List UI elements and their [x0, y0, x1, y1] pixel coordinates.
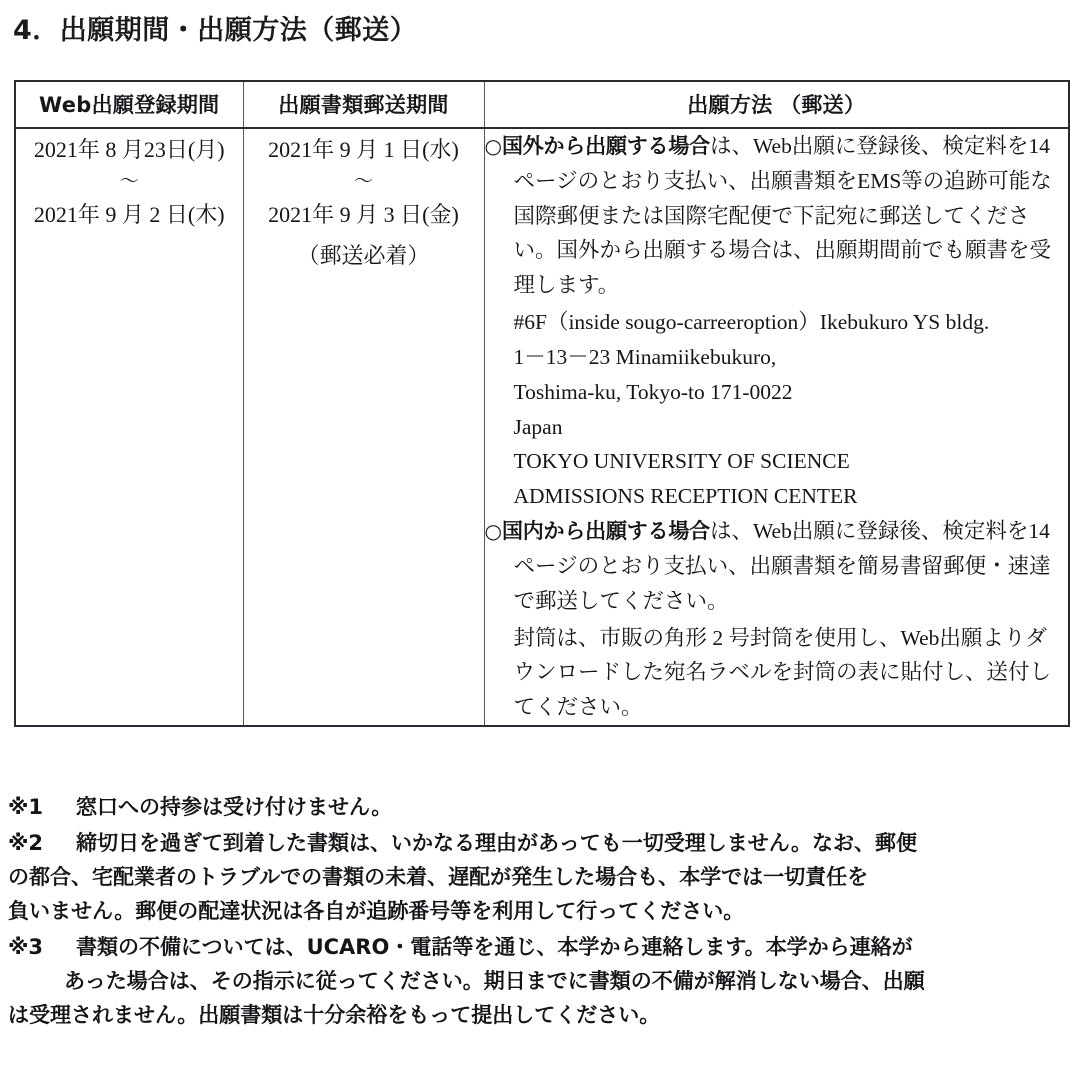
cell-web-registration-period — [15, 128, 243, 726]
footnote-3-line-3: は受理されません。出願書類は十分余裕をもって提出してください。 — [8, 1003, 661, 1028]
table-row — [15, 128, 1069, 726]
footnote-3-marker: ※3 — [8, 935, 44, 960]
web-period-end: 2021年 9 月 2 日(木) — [33, 201, 225, 227]
domestic-paragraph-rest: は、Web出願に登録後、検定料を14ページのとおり支払い、出願書類を簡易書留郵便・速達で郵送してください。 — [513, 519, 1051, 613]
footnote-1 — [8, 790, 1074, 824]
footnote-3-line-1-text: 書類の不備については、UCARO・電話等を通じ、本学から連絡します。本学から連絡が — [76, 935, 913, 960]
overseas-bold-lead: 国外から出願する場合 — [501, 134, 710, 158]
domestic-bold-lead: 国内から出願する場合 — [501, 519, 710, 544]
column-header-application-method-label: 出願方法 （郵送） — [687, 93, 866, 117]
footnote-2 — [8, 826, 1074, 928]
web-period-separator: 〜 — [119, 170, 139, 192]
application-schedule-table — [14, 80, 1070, 727]
overseas-paragraph-rest: は、Web出願に登録後、検定料を14ページのとおり支払い、出願書類をEMS等の追跡可能な国際郵便または国際宅配便で下記宛に郵送してください。国外から出願する場合は、出願期間前でも願書を受理します。 — [513, 134, 1052, 298]
address-line: ADMISSIONS RECEPTION CENTER — [513, 484, 858, 509]
footnote-1-line: 窓口への持参は受け付けません。 — [76, 795, 393, 819]
footnote-2-line-2: の都合、宅配業者のトラブルでの書類の未着、遅配が発生した場合も、本学では一切責任を — [8, 865, 869, 890]
footnote-2-line-1 — [8, 826, 1074, 860]
column-header-document-mailing-period-label: 出願書類郵送期間 — [278, 93, 449, 117]
footnote-3-lines — [8, 930, 1074, 1032]
footnote-3-line-1 — [8, 930, 1074, 964]
address-line: Toshima-ku, Tokyo-to 171-0022 — [513, 379, 793, 404]
web-period-start: 2021年 8 月23日(月) — [33, 137, 225, 162]
table-header-row — [15, 81, 1069, 128]
address-line: TOKYO UNIVERSITY OF SCIENCE — [513, 449, 850, 474]
cell-document-mailing-period — [243, 128, 484, 726]
footnote-2-line-1-text: 締切日を過ぎて到着した書類は、いかなる理由があっても一切受理しません。なお、郵便 — [76, 831, 918, 856]
mail-period-separator: 〜 — [353, 170, 373, 192]
circle-bullet-icon: ○ — [484, 134, 502, 158]
cell-application-method — [484, 128, 1069, 726]
application-schedule-table-wrapper — [14, 80, 1068, 727]
footnote-2-line-3: 負いません。郵便の配達状況は各自が追跡番号等を利用して行ってください。 — [8, 899, 745, 924]
column-header-web-registration-period-label: Web出願登録期間 — [39, 93, 220, 117]
overseas-application-paragraph — [485, 129, 1069, 303]
address-line: Japan — [513, 414, 563, 439]
column-header-document-mailing-period — [243, 81, 484, 128]
footnote-3 — [8, 930, 1074, 1032]
domestic-application-paragraph — [485, 514, 1069, 618]
mail-period-start: 2021年 9 月 1 日(水) — [268, 137, 459, 162]
footnote-3-line-2: あった場合は、その指示に従ってください。期日までに書類の不備が解消しない場合、出願 — [64, 969, 925, 994]
address-line: #6F（inside sougo-carreeroption）Ikebukuro YS bldg. — [513, 310, 990, 335]
circle-bullet-icon: ○ — [484, 519, 502, 544]
page-title: 4．出願期間・出願方法（郵送） — [13, 15, 418, 46]
column-header-application-method — [484, 81, 1069, 128]
footnote-2-lines — [8, 826, 1074, 928]
mail-period-end: 2021年 9 月 3 日(金) — [268, 201, 459, 227]
footnote-2-marker: ※2 — [8, 831, 44, 856]
mail-period-note: （郵送必着） — [297, 243, 430, 269]
footnotes — [8, 790, 1074, 1034]
address-line: 1－13－23 Minamiikebukuro, — [513, 344, 777, 369]
envelope-instruction-paragraph: 封筒は、市販の角形 2 号封筒を使用し、Web出願よりダウンロードした宛名ラベルを封筒の表に貼付し、送付してください。 — [513, 625, 1052, 720]
footnote-1-marker: ※1 — [8, 795, 44, 819]
column-header-web-registration-period — [15, 81, 243, 128]
